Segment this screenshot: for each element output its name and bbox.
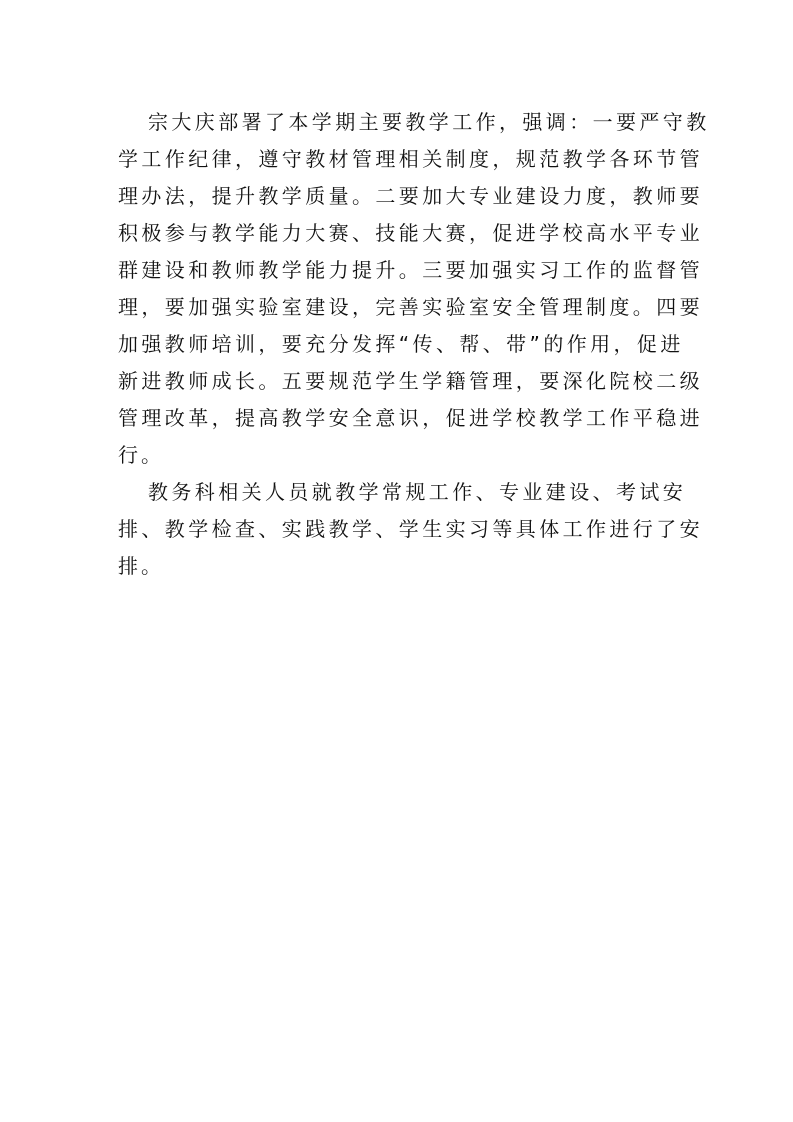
text-line: 学工作纪律，遵守教材管理相关制度，规范教学各环节管 bbox=[118, 147, 703, 171]
text-line: 理，要加强实验室建设，完善实验室安全管理制度。四要 bbox=[118, 295, 703, 319]
text-line: 宗大庆部署了本学期主要教学工作，强调：一要严守教 bbox=[148, 110, 710, 134]
text-line: 管理改革，提高教学安全意识，促进学校教学工作平稳进 bbox=[118, 406, 703, 430]
text-line: 积极参与教学能力大赛、技能大赛，促进学校高水平专业 bbox=[118, 221, 703, 245]
paragraph-teaching-work bbox=[118, 104, 710, 474]
text-line: 加强教师培训，要充分发挥“传、帮、带”的作用，促进 bbox=[118, 332, 684, 356]
paragraph-academic-affairs bbox=[118, 474, 703, 585]
text-line: 教务科相关人员就教学常规工作、专业建设、考试安 bbox=[148, 480, 687, 504]
text-line: 排、教学检查、实践教学、学生实习等具体工作进行了安 bbox=[118, 517, 703, 541]
text-line: 新进教师成长。五要规范学生学籍管理，要深化院校二级 bbox=[118, 369, 703, 393]
text-line: 排。 bbox=[118, 554, 164, 578]
text-line: 理办法，提升教学质量。二要加大专业建设力度，教师要 bbox=[118, 184, 703, 208]
text-line: 群建设和教师教学能力提升。三要加强实习工作的监督管 bbox=[118, 258, 703, 282]
text-line: 行。 bbox=[118, 443, 164, 467]
document-body bbox=[118, 104, 710, 585]
